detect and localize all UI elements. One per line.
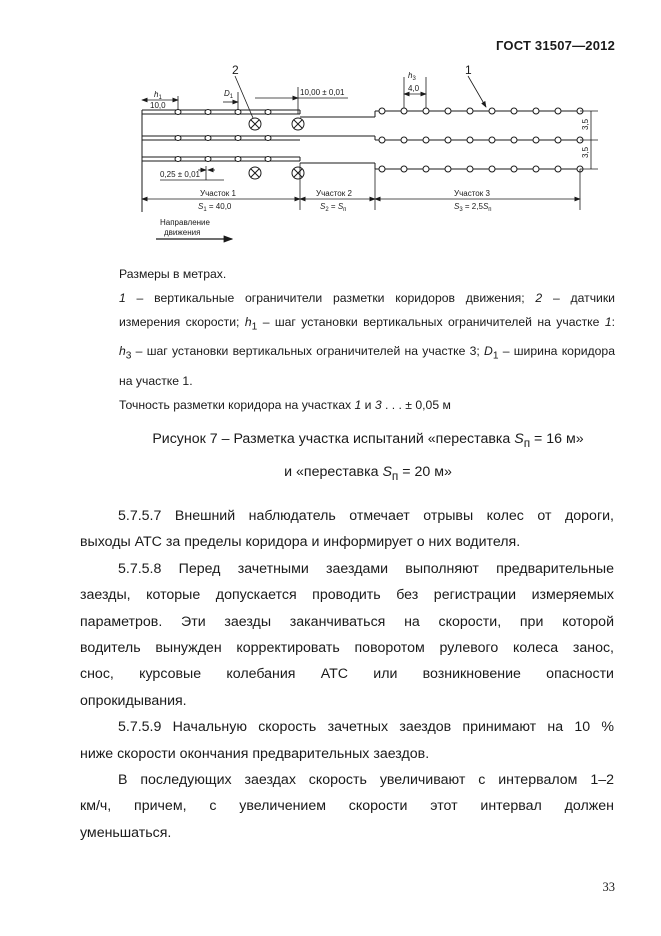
h3-value: 4,0: [408, 84, 420, 93]
dim-10-label: 10,00 ± 0,01: [300, 88, 345, 97]
section1-label: Участок 1: [200, 189, 236, 198]
units-note: Размеры в метрах.: [119, 267, 227, 281]
test-section-diagram: [120, 62, 615, 252]
dim-35-top: 3,5: [581, 118, 590, 130]
direction-label-line1: Направление: [160, 218, 210, 227]
paragraph-5757-line-2: выходы АТС за пределы коридора и информирует о них водителя.: [80, 534, 521, 551]
callout-2-label: 2: [232, 63, 239, 77]
section1-length: $S_1 = 40,0$: [198, 202, 232, 213]
paragraph-5758-line-3: параметров. Эти заезды заканчиваться на скорости, при которой: [80, 613, 614, 630]
d1-label: $D_1$: [224, 89, 234, 100]
accuracy-note: Точность разметки коридора на участках 1 и 3 . . . ± 0,05 м: [119, 397, 451, 412]
paragraph-5759-line-1: 5.7.5.9 Начальную скорость зачетных заездов принимают на 10 %: [118, 719, 614, 736]
section2-length: $S_2 = S_п$: [320, 202, 347, 213]
paragraph-4-line-1: В последующих заездах скорость увеличивают с интервалом 1–2: [118, 772, 614, 789]
paragraph-4-line-3: уменьшаться.: [80, 824, 172, 841]
figure-caption: [80, 425, 656, 491]
paragraph-5758-line-5: снос, курсовые колебания АТС или возникновение опасности: [80, 666, 614, 683]
standard-header: ГОСТ 31507—2012: [496, 38, 615, 53]
dim-35-bottom: 3,5: [581, 146, 590, 158]
paragraph-5758-line-4: водитель вынужден корректировать поворотом рулевого колеса занос,: [80, 640, 614, 657]
legend-line-2: измерения скорости; $h_1$ – шаг установки вертикальных ограничителей на участке 1:: [119, 315, 615, 333]
paragraph-4-line-2: км/ч, причем, с увеличением скорости этот интервал должен: [80, 798, 614, 815]
callout-1-label: 1: [465, 63, 472, 77]
legend-line-1: 1 – вертикальные ограничители разметки коридоров движения; 2 – датчики: [119, 291, 615, 305]
speed-sensors: [249, 118, 304, 179]
body-text: [80, 503, 614, 846]
paragraph-5758-line-6: опрокидывания.: [80, 692, 187, 709]
page-number: 33: [602, 880, 615, 894]
section3-length: $S_3 = 2,5S_п$: [454, 202, 492, 213]
figure-notes: [119, 262, 615, 417]
h3-label: $h_3$: [408, 71, 416, 82]
direction-label-line2: движения: [164, 228, 201, 237]
legend-line-4: на участке 1.: [119, 373, 193, 388]
section3-label: Участок 3: [454, 189, 490, 198]
dim-025-label: 0,25 ± 0,01: [160, 170, 200, 179]
caption-line-2: и «переставка $S_п = 20$ м»: [284, 463, 452, 483]
paragraph-5758-line-2: заезды, которые допускается проводить без регистрации измеряемых: [80, 587, 614, 604]
h1-label: $h_1$: [154, 90, 162, 101]
paragraph-5758-line-1: 5.7.5.8 Перед зачетными заездами выполняют предварительные: [118, 560, 614, 577]
legend-line-3: $h_3$ – шаг установки вертикальных ограничителей на участке 3; $D_1$ – ширина коридора: [119, 344, 615, 362]
h1-value: 10,0: [150, 101, 166, 110]
paragraph-5757-line-1: 5.7.5.7 Внешний наблюдатель отмечает отрывы колес от дороги,: [118, 508, 614, 524]
section2-label: Участок 2: [316, 189, 352, 198]
caption-line-1: Рисунок 7 – Разметка участка испытаний «переставка $S_п = 16$ м»: [152, 431, 584, 450]
paragraph-5759-line-2: ниже скорости окончания предварительных заездов.: [80, 745, 430, 762]
